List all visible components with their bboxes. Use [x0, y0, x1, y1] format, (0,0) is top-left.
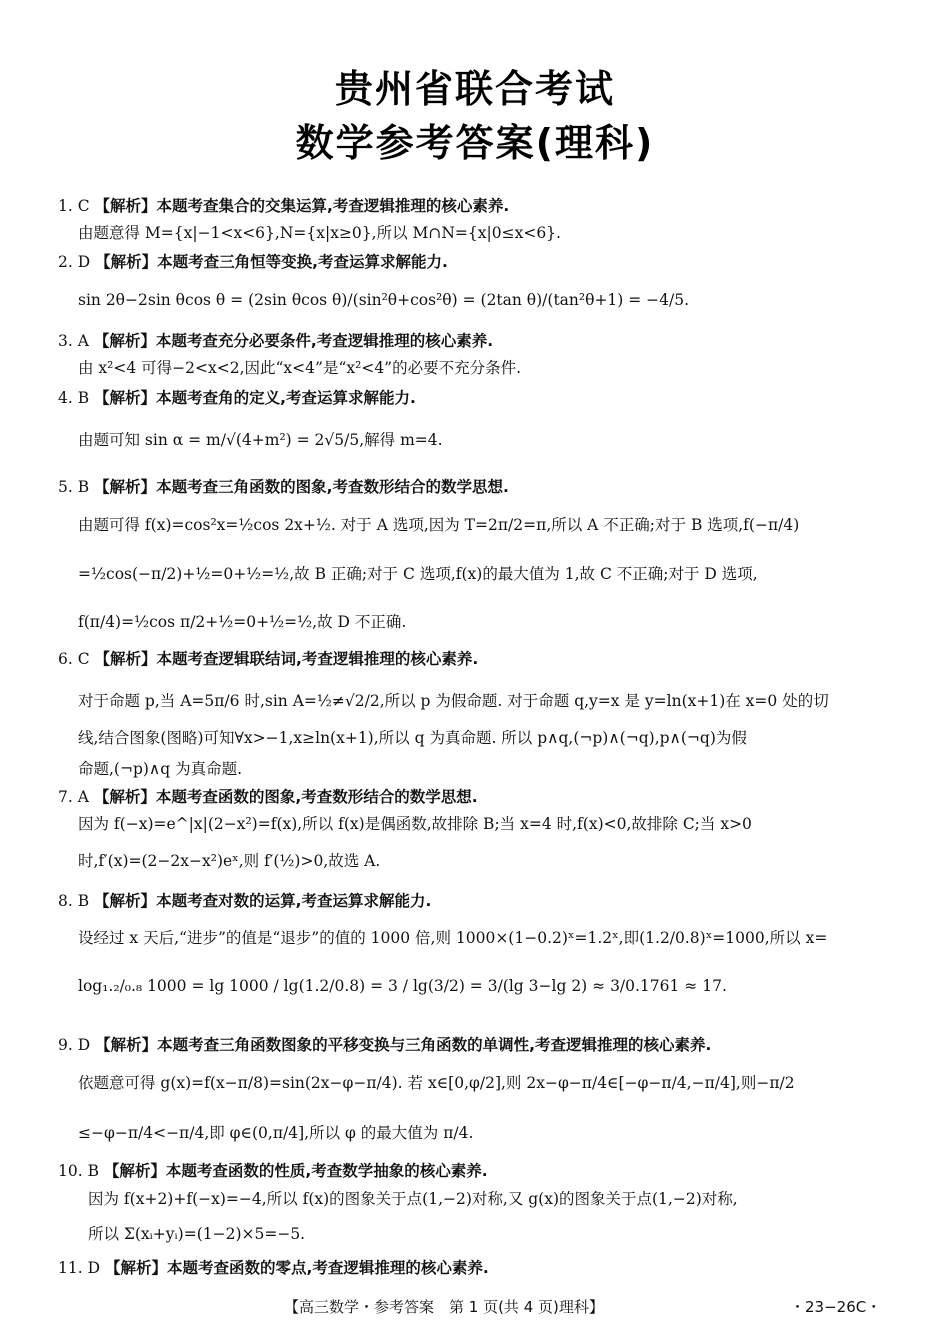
- analysis-summary: 本题考查对数的运算,考查运算求解能力.: [156, 892, 432, 910]
- question-label: 11. D: [58, 1259, 101, 1277]
- analysis-summary: 本题考查三角函数的图象,考查数形结合的数学思想.: [156, 478, 509, 496]
- solution-line: ≤−φ−π/4<−π/4,即 φ∈(0,π/4],所以 φ 的最大值为 π/4.: [78, 1124, 474, 1142]
- solution-line: 命题,(¬p)∧q 为真命题.: [78, 760, 243, 778]
- analysis-summary: 本题考查角的定义,考查运算求解能力.: [156, 389, 416, 407]
- analysis-tag: 【解析】: [104, 1259, 167, 1277]
- question-label: 1. C: [58, 197, 90, 215]
- question-label: 9. D: [58, 1036, 91, 1054]
- question-label: 8. B: [58, 892, 90, 910]
- analysis-summary: 本题考查函数的图象,考查数形结合的数学思想.: [155, 788, 478, 806]
- solution-line: sin 2θ−2sin θcos θ = (2sin θcos θ)/(sin²θ+cos²θ) = (2tan θ)/(tan²θ+1) = −4/5.: [78, 291, 690, 309]
- analysis-summary: 本题考查充分必要条件,考查逻辑推理的核心素养.: [155, 332, 494, 350]
- solution-line: 设经过 x 天后,“进步”的值是“退步”的值的 1000 倍,则 1000×(1−0.2)ˣ=1.2ˣ,即(1.2/0.8)ˣ=1000,所以 x=: [78, 929, 828, 947]
- solution-line: 由题可知 sin α = m/√(4+m²) = 2√5/5,解得 m=4.: [78, 431, 443, 449]
- analysis-tag: 【解析】: [95, 253, 158, 271]
- solution-line: 因为 f(x+2)+f(−x)=−4,所以 f(x)的图象关于点(1,−2)对称,又 g(x)的图象关于点(1,−2)对称,: [88, 1190, 738, 1208]
- analysis-summary: 本题考查三角恒等变换,考查运算求解能力.: [157, 253, 448, 271]
- solution-line: 时,f′(x)=(2−2x−x²)eˣ,则 f′(½)>0,故选 A.: [78, 852, 381, 870]
- page-subtitle: 数学参考答案(理科): [295, 121, 655, 165]
- analysis-tag: 【解析】: [93, 788, 156, 806]
- footer-code: ・23−26C・: [790, 1298, 882, 1316]
- question-label: 6. C: [58, 650, 90, 668]
- solution-line: 由 x²<4 可得−2<x<2,因此“x<4”是“x²<4”的必要不充分条件.: [78, 359, 522, 377]
- solution-line: 线,结合图象(图略)可知∀x>−1,x≥ln(x+1),所以 q 为真命题. 所以 p∧q,(¬p)∧(¬q),p∧(¬q)为假: [78, 729, 747, 747]
- footer-page-info: 【高三数学・参考答案 第 1 页(共 4 页)理科】: [284, 1298, 604, 1316]
- analysis-tag: 【解析】: [94, 389, 157, 407]
- solution-line: f(π/4)=½cos π/2+½=0+½=½,故 D 不正确.: [78, 613, 407, 631]
- analysis-tag: 【解析】: [93, 332, 156, 350]
- solution-line: 所以 Σ(xᵢ+yᵢ)=(1−2)×5=−5.: [88, 1225, 306, 1243]
- question-label: 10. B: [58, 1162, 99, 1180]
- analysis-summary: 本题考查函数的零点,考查逻辑推理的核心素养.: [166, 1259, 489, 1277]
- question-label: 3. A: [58, 332, 89, 350]
- analysis-summary: 本题考查三角函数图象的平移变换与三角函数的单调性,考查逻辑推理的核心素养.: [157, 1036, 712, 1054]
- analysis-summary: 本题考查逻辑联结词,考查逻辑推理的核心素养.: [156, 650, 479, 668]
- question-label: 4. B: [58, 389, 90, 407]
- solution-line: 因为 f(−x)=e^|x|(2−x²)=f(x),所以 f(x)是偶函数,故排除 B;当 x=4 时,f(x)<0,故排除 C;当 x>0: [78, 815, 752, 833]
- analysis-tag: 【解析】: [94, 478, 157, 496]
- solution-line: =½cos(−π/2)+½=0+½=½,故 B 正确;对于 C 选项,f(x)的最大值为 1,故 C 不正确;对于 D 选项,: [78, 565, 758, 583]
- analysis-tag: 【解析】: [95, 1036, 158, 1054]
- analysis-summary: 本题考查集合的交集运算,考查逻辑推理的核心素养.: [156, 197, 510, 215]
- question-label: 5. B: [58, 478, 90, 496]
- question-label: 7. A: [58, 788, 89, 806]
- analysis-tag: 【解析】: [94, 650, 157, 668]
- solution-line: 由题意得 M={x|−1<x<6},N={x|x≥0},所以 M∩N={x|0≤x<6}.: [78, 224, 561, 242]
- solution-line: 对于命题 p,当 A=5π/6 时,sin A=½≠√2/2,所以 p 为假命题. 对于命题 q,y=x 是 y=ln(x+1)在 x=0 处的切: [78, 692, 829, 710]
- analysis-tag: 【解析】: [94, 197, 157, 215]
- solution-line: log₁.₂/₀.₈ 1000 = lg 1000 / lg(1.2/0.8) = 3 / lg(3/2) = 3/(lg 3−lg 2) ≈ 3/0.1761 ≈ 17.: [78, 977, 727, 995]
- solution-line: 由题可得 f(x)=cos²x=½cos 2x+½. 对于 A 选项,因为 T=2π/2=π,所以 A 不正确;对于 B 选项,f(−π/4): [78, 516, 800, 534]
- analysis-tag: 【解析】: [94, 892, 157, 910]
- analysis-summary: 本题考查函数的性质,考查数学抽象的核心素养.: [165, 1162, 488, 1180]
- page-title: 贵州省联合考试: [334, 67, 615, 111]
- question-label: 2. D: [58, 253, 91, 271]
- solution-line: 依题意可得 g(x)=f(x−π/8)=sin(2x−φ−π/4). 若 x∈[0,φ/2],则 2x−φ−π/4∈[−φ−π/4,−π/4],则−π/2: [78, 1074, 795, 1092]
- analysis-tag: 【解析】: [103, 1162, 166, 1180]
